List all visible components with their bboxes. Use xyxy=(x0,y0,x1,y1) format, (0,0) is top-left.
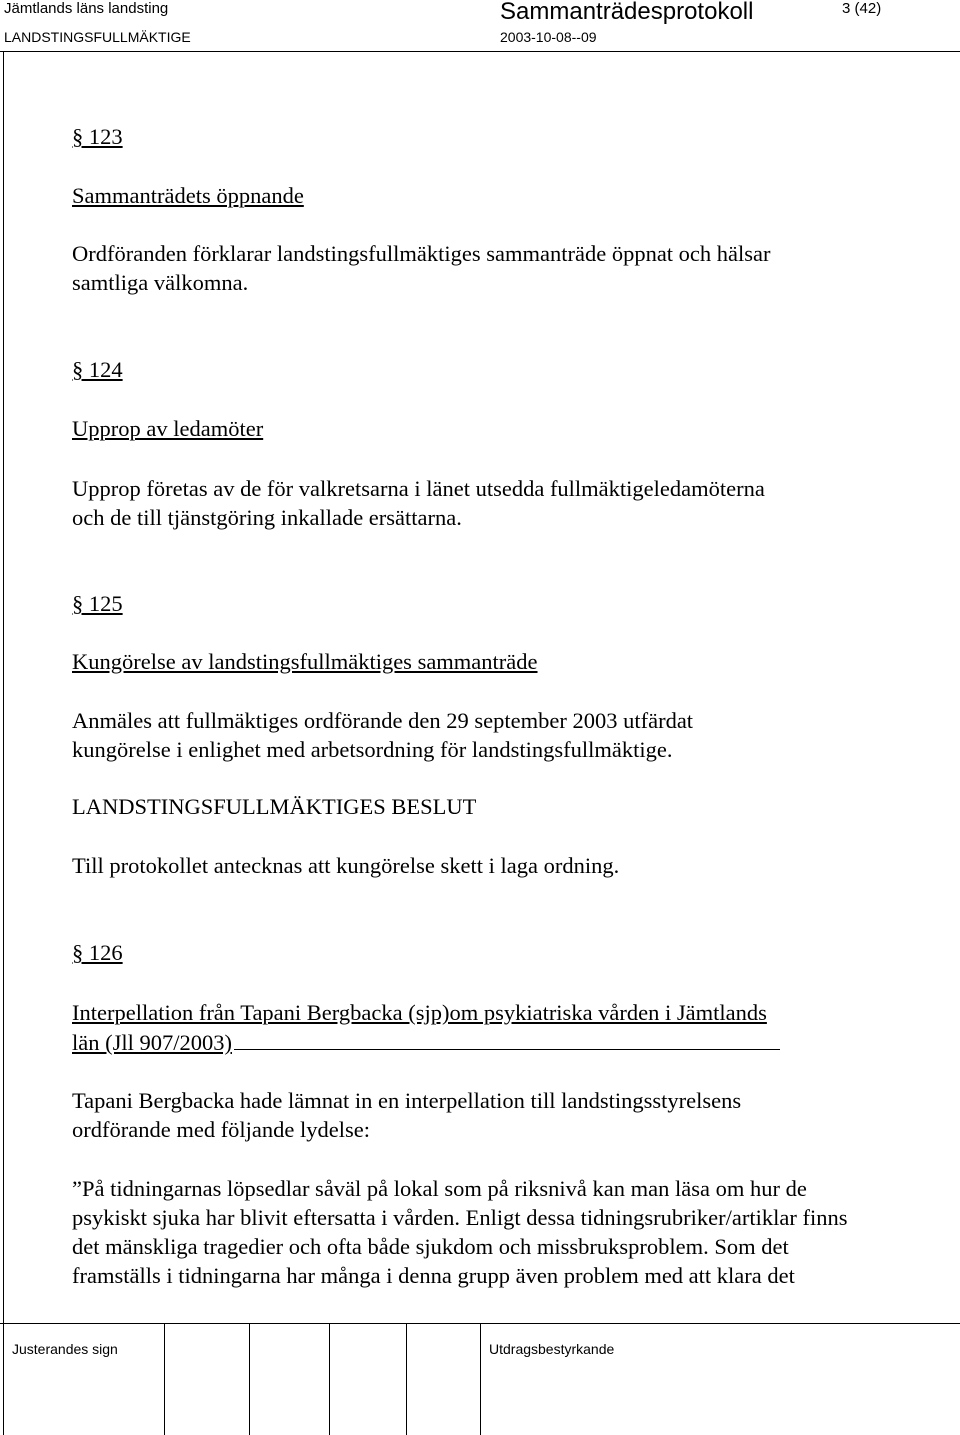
heading-line: län (Jll 907/2003) xyxy=(72,1030,232,1055)
footer-certification-label: Utdragsbestyrkande xyxy=(489,1341,615,1357)
text-line: Tapani Bergbacka hade lämnat in en interpellation till landstingsstyrelsens xyxy=(72,1088,742,1113)
section-intro-126 xyxy=(72,1086,741,1144)
section-text-123 xyxy=(72,239,771,297)
section-heading-124: Upprop av ledamöter xyxy=(72,416,264,441)
footer-cell-border xyxy=(480,1323,481,1435)
section-number-125: § 125 xyxy=(72,591,123,616)
text-line: kungörelse i enlighet med arbetsordning för landstingsfullmäktige. xyxy=(72,737,673,762)
header-organization: Jämtlands läns landsting xyxy=(4,0,169,17)
text-line: ordförande med följande lydelse: xyxy=(72,1117,371,1142)
footer-cell-border xyxy=(329,1323,330,1435)
section-number-126: § 126 xyxy=(72,940,123,965)
text-line: ”På tidningarnas löpsedlar såväl på lokal som på riksnivå kan man läsa om hur de xyxy=(72,1176,807,1201)
text-line: och de till tjänstgöring inkallade ersättarna. xyxy=(72,505,462,530)
section-heading-123: Sammanträdets öppnande xyxy=(72,183,304,208)
section-heading-126 xyxy=(72,998,780,1057)
text-line: det mänskliga tragedier och ofta både sjukdom och missbruksproblem. Som det xyxy=(72,1234,789,1259)
header-department: LANDSTINGSFULLMÄKTIGE xyxy=(4,29,191,45)
section-quote-126 xyxy=(72,1174,847,1290)
text-line: Ordföranden förklarar landstingsfullmäktiges sammanträde öppnat och hälsar xyxy=(72,241,771,266)
text-line: Anmäles att fullmäktiges ordförande den 29 september 2003 utfärdat xyxy=(72,708,694,733)
section-number-123: § 123 xyxy=(72,124,123,149)
text-line: Upprop företas av de för valkretsarna i länet utsedda fullmäktigeledamöterna xyxy=(72,476,765,501)
footer-cell-border xyxy=(164,1323,165,1435)
heading-line-with-rule xyxy=(72,1027,780,1057)
decision-heading: LANDSTINGSFULLMÄKTIGES BESLUT xyxy=(72,794,477,819)
left-margin-border xyxy=(3,52,4,1323)
section-text-125 xyxy=(72,706,693,764)
decision-text: Till protokollet antecknas att kungörelse skett i laga ordning. xyxy=(72,853,620,878)
text-line: psykiskt sjuka har blivit eftersatta i vården. Enligt dessa tidningsrubriker/artiklar finns xyxy=(72,1205,848,1230)
footer-sign-label: Justerandes sign xyxy=(12,1341,118,1357)
header-divider xyxy=(0,51,960,52)
footer-cell-border xyxy=(249,1323,250,1435)
heading-underline-extension xyxy=(234,1027,780,1050)
text-line: framställs i tidningarna har många i denna grupp även problem med att klara det xyxy=(72,1263,795,1288)
section-number-124: § 124 xyxy=(72,357,123,382)
footer-cell-border xyxy=(3,1323,4,1435)
meeting-date: 2003-10-08--09 xyxy=(500,29,597,45)
document-title: Sammanträdesprotokoll xyxy=(500,0,754,25)
section-text-124 xyxy=(72,474,765,532)
footer-cell-border xyxy=(406,1323,407,1435)
section-heading-125: Kungörelse av landstingsfullmäktiges sammanträde xyxy=(72,649,538,674)
text-line: samtliga välkomna. xyxy=(72,270,249,295)
page-number: 3 (42) xyxy=(842,0,882,17)
heading-line: Interpellation från Tapani Bergbacka (sjp)om psykiatriska vården i Jämtlands xyxy=(72,1000,767,1025)
